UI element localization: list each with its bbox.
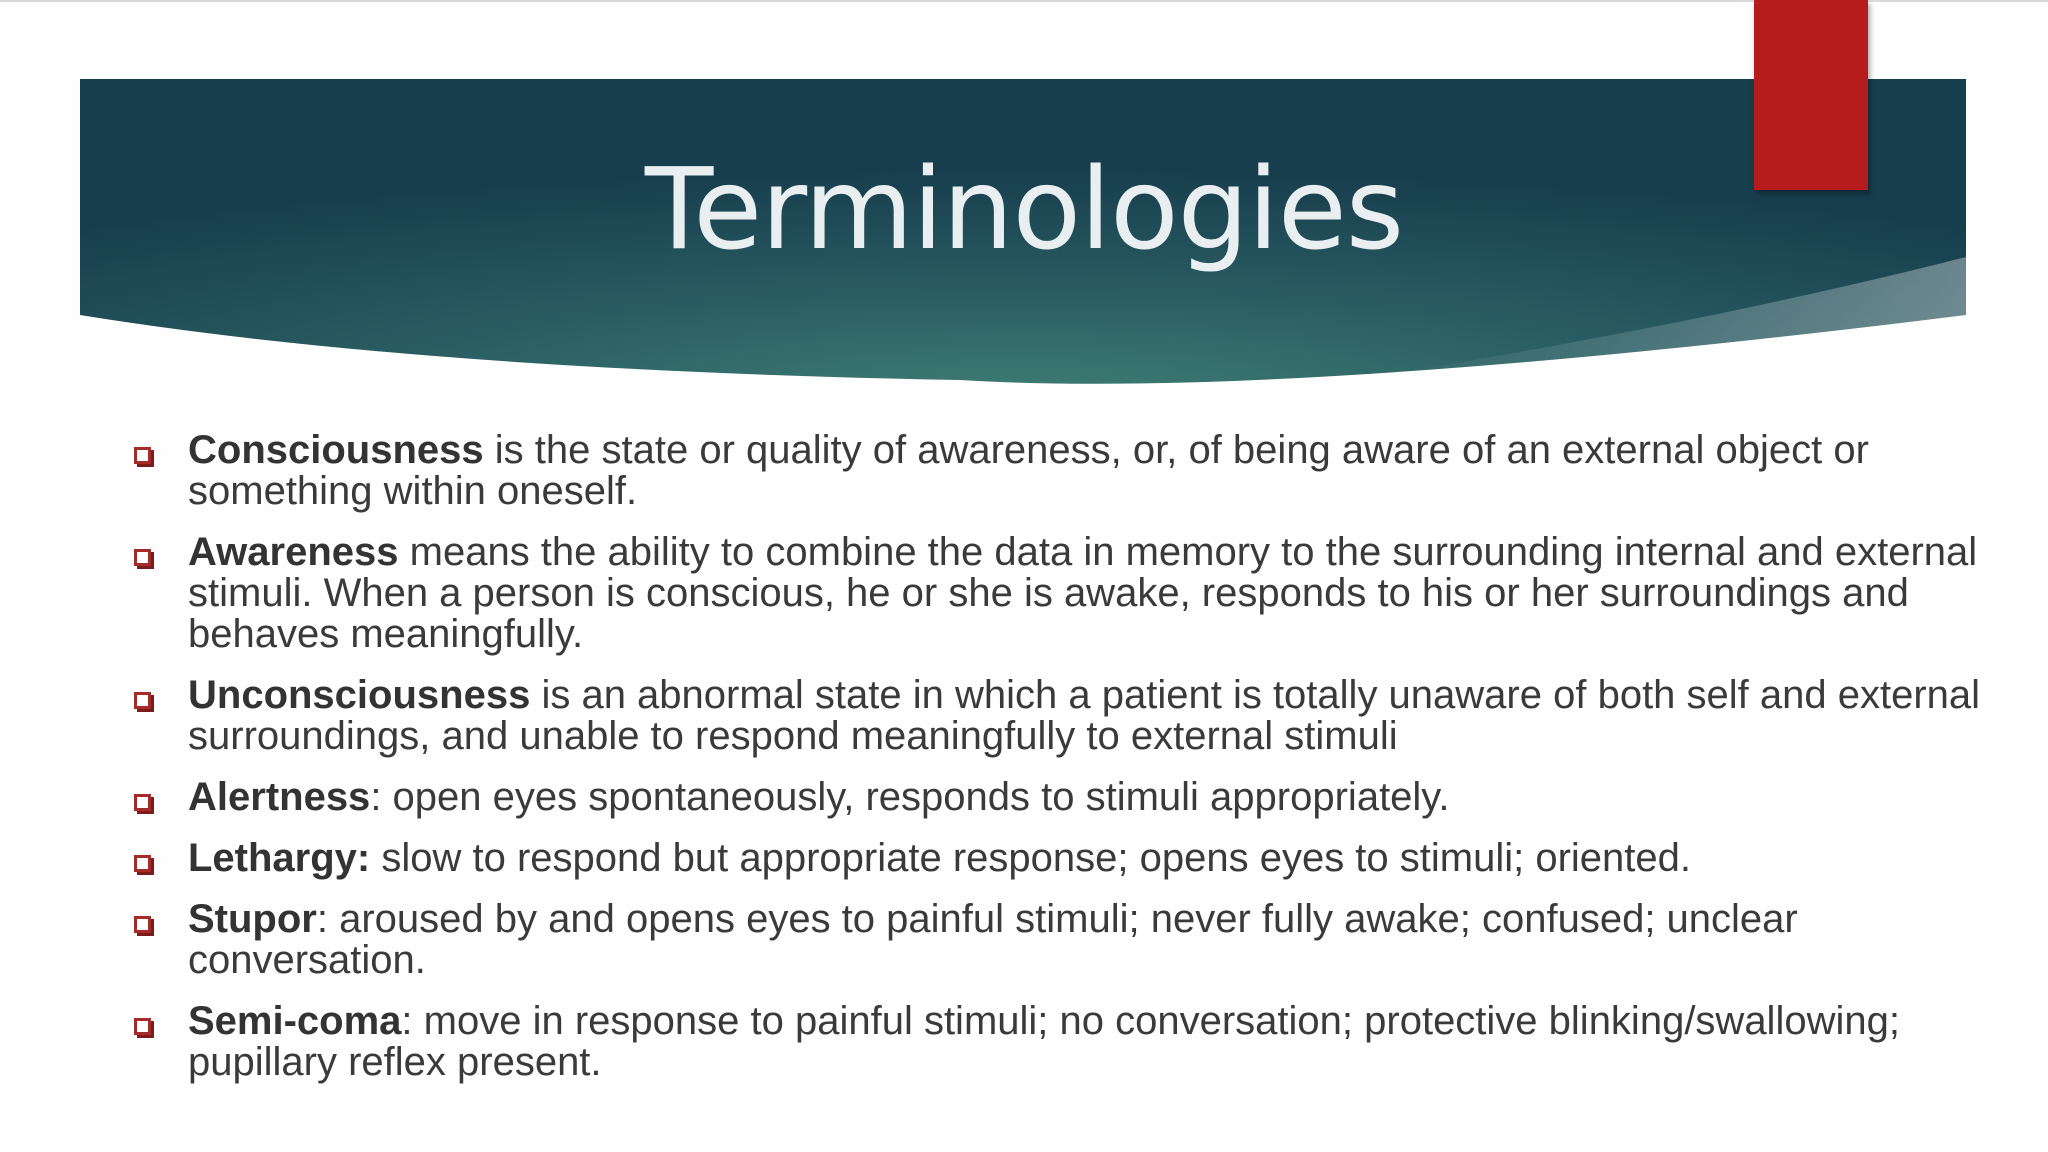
slide-title: Terminologies: [644, 145, 1404, 275]
bullet-text: : open eyes spontaneously, responds to stimuli appropriately.: [370, 775, 1450, 819]
square-checkbox-icon: [134, 549, 151, 566]
bullet-item-awareness: [128, 532, 1988, 655]
bullet-text: is an abnormal state in which a patient is totally unaware of both self and external surroundings, and unable to respond meaningfully to external stimuli: [188, 673, 1981, 758]
bullet-item-semi-coma: [128, 1001, 1988, 1083]
bullet-item-alertness: [128, 777, 1988, 818]
bullet-text: is the state or quality of awareness, or, of being aware of an external object or something within oneself.: [188, 428, 1869, 513]
square-checkbox-icon: [134, 855, 151, 872]
bullet-term: Semi-coma: [188, 999, 402, 1043]
square-checkbox-icon: [134, 692, 151, 709]
bullet-term: Awareness: [188, 530, 399, 574]
square-checkbox-icon: [134, 916, 151, 933]
bullet-term: Lethargy:: [188, 836, 371, 880]
square-checkbox-icon: [134, 794, 151, 811]
bullet-term: Unconsciousness: [188, 673, 531, 717]
bullet-term: Consciousness: [188, 428, 484, 472]
bullet-item-consciousness: [128, 430, 1988, 512]
bullet-list: [128, 430, 1988, 1103]
bullet-text: slow to respond but appropriate response; opens eyes to stimuli; oriented.: [370, 836, 1692, 880]
bullet-item-lethargy: [128, 838, 1988, 879]
square-checkbox-icon: [134, 1018, 151, 1035]
bullet-text: : move in response to painful stimuli; no conversation; protective blinking/swallowing; pupillary reflex present.: [188, 999, 1900, 1084]
bullet-term: Alertness: [188, 775, 371, 819]
square-checkbox-icon: [134, 447, 151, 464]
bullet-item-unconsciousness: [128, 675, 1988, 757]
bullet-text: means the ability to combine the data in memory to the surrounding internal and external stimuli. When a person is conscious, he or she is awake, responds to his or her surroundings and behaves meaningfully.: [188, 530, 1978, 656]
bullet-text: : aroused by and opens eyes to painful stimuli; never fully awake; confused; unclear conversation.: [188, 897, 1798, 982]
bullet-term: Stupor: [188, 897, 317, 941]
bullet-item-stupor: [128, 899, 1988, 981]
